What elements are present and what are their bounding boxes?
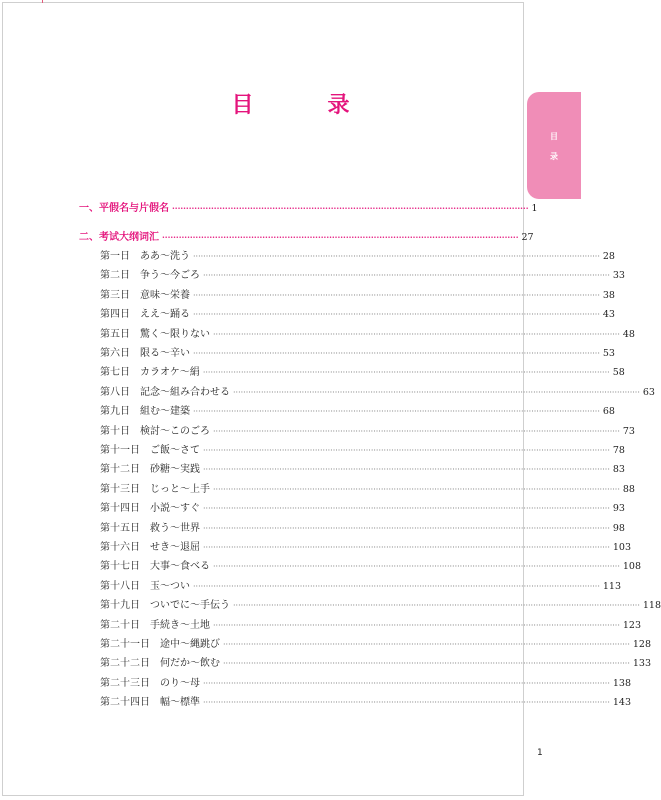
toc-day-entry[interactable] xyxy=(100,638,652,652)
toc-day-entry[interactable] xyxy=(100,425,635,439)
toc-day-entry[interactable] xyxy=(100,483,635,497)
toc-day-range: 砂糖～実践 xyxy=(150,464,200,476)
toc-day-entry[interactable] xyxy=(100,502,625,516)
toc-day-entry[interactable] xyxy=(100,289,615,303)
toc-day-number: 第十三日 xyxy=(100,483,140,495)
toc-day-number: 第十九日 xyxy=(100,600,140,612)
toc-day-range: カラオケ～絹 xyxy=(140,367,200,379)
toc-day-entry[interactable] xyxy=(100,308,615,322)
toc-day-range: 幅～標準 xyxy=(160,697,200,709)
leader-dots: ································································································································································ xyxy=(213,426,620,436)
leader-dots: ································································································································································ xyxy=(233,601,640,611)
toc-page-number: 43 xyxy=(602,309,615,321)
toc-day-number: 第十七日 xyxy=(100,561,140,573)
toc-page-number: 1 xyxy=(531,203,538,214)
toc-day-range: じっと～上手 xyxy=(150,483,210,495)
leader-dots: ································································································································································ xyxy=(203,543,610,552)
toc-day-range: 救う～世界 xyxy=(150,522,200,534)
toc-day-label xyxy=(100,502,200,516)
toc-day-range: 争う～今ごろ xyxy=(140,270,200,282)
toc-day-range: 大事～食べる xyxy=(150,561,210,573)
toc-day-entry[interactable] xyxy=(100,386,655,400)
toc-day-label xyxy=(100,250,190,264)
leader-dots: ································································································································································ xyxy=(203,523,610,533)
toc-page-number: 93 xyxy=(612,503,625,515)
toc-day-label xyxy=(100,677,200,691)
toc-day-range: 検討～このごろ xyxy=(140,425,210,437)
toc-page-number: 53 xyxy=(602,348,615,359)
leader-dots: ································································································································································ xyxy=(203,465,610,475)
leader-dots: ································································································································································ xyxy=(203,271,610,281)
toc-day-number: 第六日 xyxy=(100,348,130,359)
toc-day-label xyxy=(100,308,190,322)
toc-page-number: 88 xyxy=(622,483,635,495)
toc-day-entry[interactable] xyxy=(100,405,615,419)
toc-day-range: 途中～縄跳び xyxy=(160,639,220,650)
toc-day-number: 第二十一日 xyxy=(100,639,150,650)
toc-day-range: 限る～辛い xyxy=(140,348,190,359)
toc-day-label xyxy=(100,657,220,671)
toc-day-number: 第十五日 xyxy=(100,522,140,534)
toc-section-label: 一、平假名与片假名 xyxy=(79,203,169,214)
leader-dots: ································································································································································ xyxy=(202,368,610,378)
toc-day-entry[interactable] xyxy=(100,619,642,633)
side-index-tab xyxy=(527,92,581,199)
toc-day-number: 第五日 xyxy=(100,328,130,340)
toc-page-number: 48 xyxy=(622,328,635,340)
toc-page-number: 73 xyxy=(622,425,635,437)
toc-day-label xyxy=(100,405,190,419)
toc-day-range: ご飯～さて xyxy=(150,445,200,456)
toc-day-entry[interactable] xyxy=(100,580,622,594)
toc-page-number: 63 xyxy=(642,386,655,398)
toc-day-number: 第四日 xyxy=(100,309,130,321)
toc-day-range: 手続き～土地 xyxy=(150,619,210,631)
toc-day-range: せき～退屈 xyxy=(150,542,200,553)
toc-day-range: 何だか～飲む xyxy=(160,658,220,670)
toc-day-label xyxy=(100,289,190,303)
leader-dots: ································································································································································ xyxy=(203,446,610,455)
toc-day-entry[interactable] xyxy=(100,366,625,380)
leader-dots: ································································································································································ xyxy=(223,640,630,649)
toc-day-number: 第十一日 xyxy=(100,445,140,456)
toc-day-number: 第二十三日 xyxy=(100,677,150,689)
toc-page-number: 38 xyxy=(602,289,615,301)
toc-day-range: ええ～踊る xyxy=(140,309,190,321)
toc-day-label xyxy=(100,269,200,283)
leader-dots: ································································································································································ xyxy=(233,387,640,397)
leader-dots: ································································································································································ xyxy=(193,252,600,261)
toc-day-label xyxy=(100,522,200,536)
toc-day-label xyxy=(100,425,210,439)
leader-dots: ································································································································································ xyxy=(213,620,620,630)
toc-page-number: 143 xyxy=(612,697,632,709)
leader-dots: ································································································································································ xyxy=(213,484,620,494)
toc-day-entry[interactable] xyxy=(100,696,632,710)
toc-page-number: 138 xyxy=(612,677,632,689)
toc-day-entry[interactable] xyxy=(100,444,625,458)
toc-day-label xyxy=(100,328,210,342)
toc-day-label xyxy=(100,560,210,574)
toc-page-number: 103 xyxy=(612,542,632,553)
toc-day-number: 第三日 xyxy=(100,289,130,301)
toc-page-number: 78 xyxy=(612,445,625,456)
toc-day-range: 組む～建築 xyxy=(140,406,190,418)
toc-day-label xyxy=(100,696,200,710)
leader-dots: ································································································································································ xyxy=(193,290,600,300)
toc-page-number: 83 xyxy=(612,464,625,476)
page-title: 目 录 xyxy=(231,92,376,118)
toc-day-number: 第二十二日 xyxy=(100,658,150,670)
toc-day-label xyxy=(100,619,210,633)
toc-page-number: 27 xyxy=(521,232,534,243)
toc-day-range: 小説～すぐ xyxy=(150,503,200,515)
side-tab-char-2: 录 xyxy=(550,150,558,161)
toc-day-range: 意味～栄養 xyxy=(140,289,190,301)
crop-mark xyxy=(42,0,43,3)
toc-day-number: 第九日 xyxy=(100,406,130,418)
leader-dots: ································································································································································ xyxy=(193,407,600,417)
toc-day-number: 第二十四日 xyxy=(100,697,150,709)
toc-day-number: 第二十日 xyxy=(100,619,140,631)
toc-day-label xyxy=(100,347,190,361)
toc-page-number: 98 xyxy=(612,522,625,534)
toc-day-entry[interactable] xyxy=(100,541,632,555)
toc-day-range: 記念～組み合わせる xyxy=(140,386,230,398)
leader-dots: ································································································································································ xyxy=(213,562,620,572)
side-tab-char-1: 目 xyxy=(550,130,558,141)
toc-day-number: 第十日 xyxy=(100,425,130,437)
leader-dots: ································································································································································ xyxy=(203,504,610,514)
leader-dots: ································································································································································ xyxy=(193,310,600,320)
toc-day-entry[interactable] xyxy=(100,250,615,264)
leader-dots: ································································································································································ xyxy=(223,659,630,669)
toc-day-number: 第十六日 xyxy=(100,542,140,553)
toc-day-entry[interactable] xyxy=(100,560,642,574)
leader-dots: ································································································································································ xyxy=(193,581,600,591)
toc-day-range: 玉～つい xyxy=(150,580,190,592)
toc-page-number: 118 xyxy=(642,600,661,612)
toc-day-label xyxy=(100,580,190,594)
toc-day-number: 第八日 xyxy=(100,386,130,398)
toc-day-range: のり～母 xyxy=(160,677,200,689)
toc-day-number: 第十四日 xyxy=(100,503,140,515)
toc-day-entry[interactable] xyxy=(100,677,632,691)
toc-day-label xyxy=(100,386,230,400)
toc-day-entry[interactable] xyxy=(100,463,625,477)
leader-dots: ································································································································ xyxy=(162,232,519,242)
toc-day-entry[interactable] xyxy=(100,328,635,342)
toc-page-number: 33 xyxy=(612,270,625,282)
toc-day-number: 第十八日 xyxy=(100,580,140,592)
toc-day-entry[interactable] xyxy=(100,657,652,671)
leader-dots: ································································································································································ xyxy=(213,329,620,339)
toc-day-number: 第十二日 xyxy=(100,464,140,476)
leader-dots: ································································································································ xyxy=(172,203,529,213)
toc-page-number: 113 xyxy=(602,580,622,592)
toc-day-range: ついでに～手伝う xyxy=(150,600,230,612)
toc-day-number: 第一日 xyxy=(100,251,130,262)
toc-page-number: 128 xyxy=(632,639,652,650)
toc-page-number: 58 xyxy=(612,367,625,379)
toc-day-range: ああ～洗う xyxy=(140,251,190,262)
toc-page-number: 108 xyxy=(622,561,642,573)
toc-day-label xyxy=(100,483,210,497)
toc-day-label xyxy=(100,463,200,477)
toc-day-label xyxy=(100,599,230,613)
toc-day-number: 第二日 xyxy=(100,270,130,282)
toc-page-number: 133 xyxy=(632,658,652,670)
toc-day-entry[interactable] xyxy=(100,347,615,361)
leader-dots: ································································································································································ xyxy=(203,698,610,708)
toc-day-range: 驚く～限りない xyxy=(140,328,210,340)
toc-day-entry[interactable] xyxy=(100,522,625,536)
toc-page-number: 68 xyxy=(602,406,615,418)
toc-page-number: 28 xyxy=(602,251,615,262)
leader-dots: ································································································································································ xyxy=(203,678,610,688)
toc-day-entry[interactable] xyxy=(100,599,661,613)
toc-day-label xyxy=(100,638,220,652)
toc-section-label: 二、考试大纲词汇 xyxy=(79,232,159,243)
toc-section-vocabulary[interactable] xyxy=(79,230,534,245)
toc-day-label xyxy=(100,541,200,555)
toc-page-number: 123 xyxy=(622,619,642,631)
toc-day-label xyxy=(100,444,200,458)
toc-day-number: 第七日 xyxy=(100,367,130,379)
toc-day-label xyxy=(100,366,200,380)
leader-dots: ································································································································································ xyxy=(193,349,600,358)
toc-day-entry[interactable] xyxy=(100,269,625,283)
toc-section-kana[interactable] xyxy=(79,201,538,216)
page-footer-number: 1 xyxy=(537,748,543,758)
